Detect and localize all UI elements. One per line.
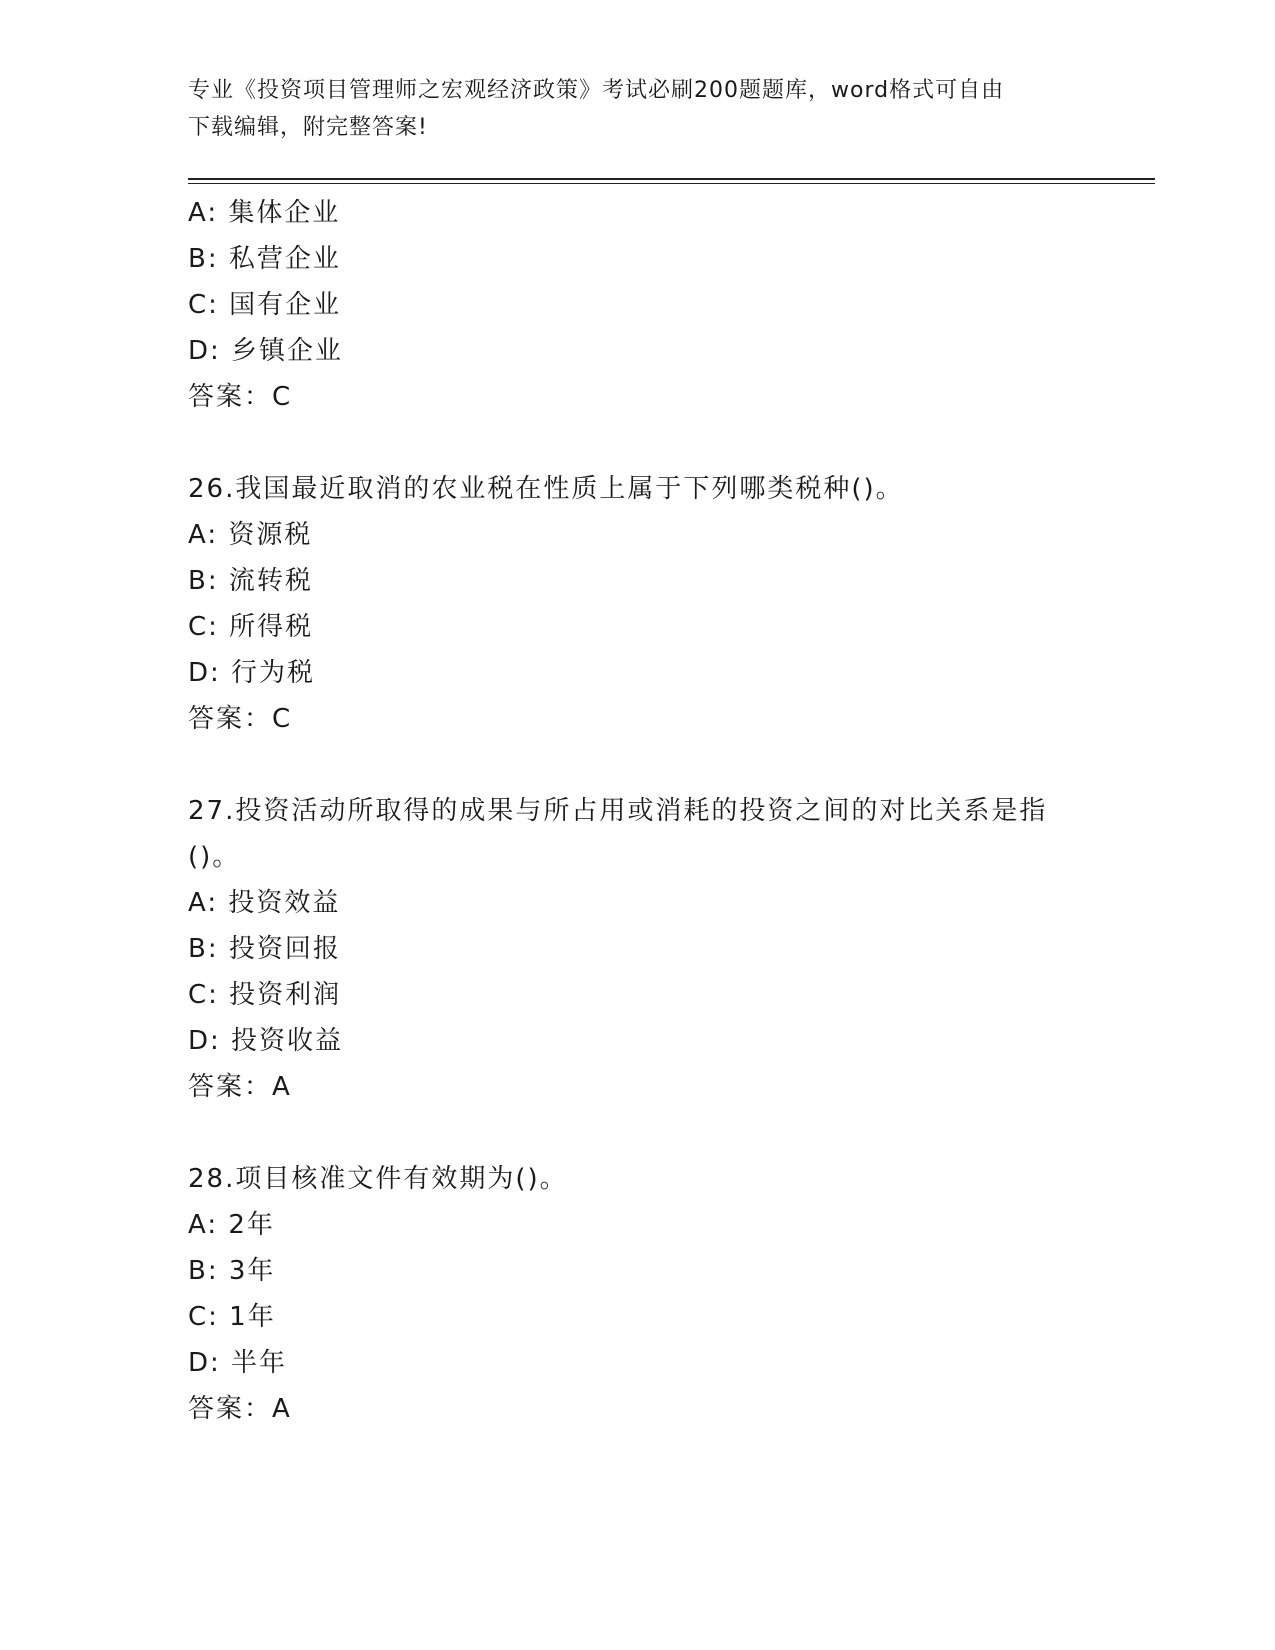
option-a: A: 2年 <box>188 1210 275 1240</box>
question-27 <box>188 788 1088 1110</box>
header-line-2: 下载编辑，附完整答案! <box>188 115 428 140</box>
answer: 答案：C <box>188 704 293 734</box>
header-line-1: 专业《投资项目管理师之宏观经济政策》考试必刷200题题库，word格式可自由 <box>188 78 1005 103</box>
option-c: C: 投资利润 <box>188 980 342 1010</box>
option-a: A: 投资效益 <box>188 888 341 918</box>
answer: 答案：A <box>188 1394 292 1424</box>
header-divider <box>188 178 1155 184</box>
option-c: C: 国有企业 <box>188 290 342 320</box>
question-text: 28.项目核准文件有效期为()。 <box>188 1164 568 1194</box>
answer: 答案：C <box>188 382 293 412</box>
question-26 <box>188 466 1088 742</box>
question-text: 27.投资活动所取得的成果与所占用或消耗的投资之间的对比关系是指 <box>188 796 1048 826</box>
document-header <box>188 72 1088 146</box>
option-b: B: 投资回报 <box>188 934 341 964</box>
answer: 答案：A <box>188 1072 292 1102</box>
option-d: D: 半年 <box>188 1348 288 1378</box>
question-28 <box>188 1156 1088 1432</box>
option-a: A: 资源税 <box>188 520 313 550</box>
option-b: B: 3年 <box>188 1256 276 1286</box>
question-text: 26.我国最近取消的农业税在性质上属于下列哪类税种()。 <box>188 474 904 504</box>
option-c: C: 所得税 <box>188 612 314 642</box>
option-a: A: 集体企业 <box>188 198 341 228</box>
option-b: B: 流转税 <box>188 566 313 596</box>
option-d: D: 乡镇企业 <box>188 336 344 366</box>
question-25 <box>188 190 1088 420</box>
question-list <box>188 190 1088 1432</box>
question-text-continued: ()。 <box>188 842 241 872</box>
option-c: C: 1年 <box>188 1302 276 1332</box>
option-d: D: 投资收益 <box>188 1026 344 1056</box>
option-d: D: 行为税 <box>188 658 316 688</box>
option-b: B: 私营企业 <box>188 244 341 274</box>
